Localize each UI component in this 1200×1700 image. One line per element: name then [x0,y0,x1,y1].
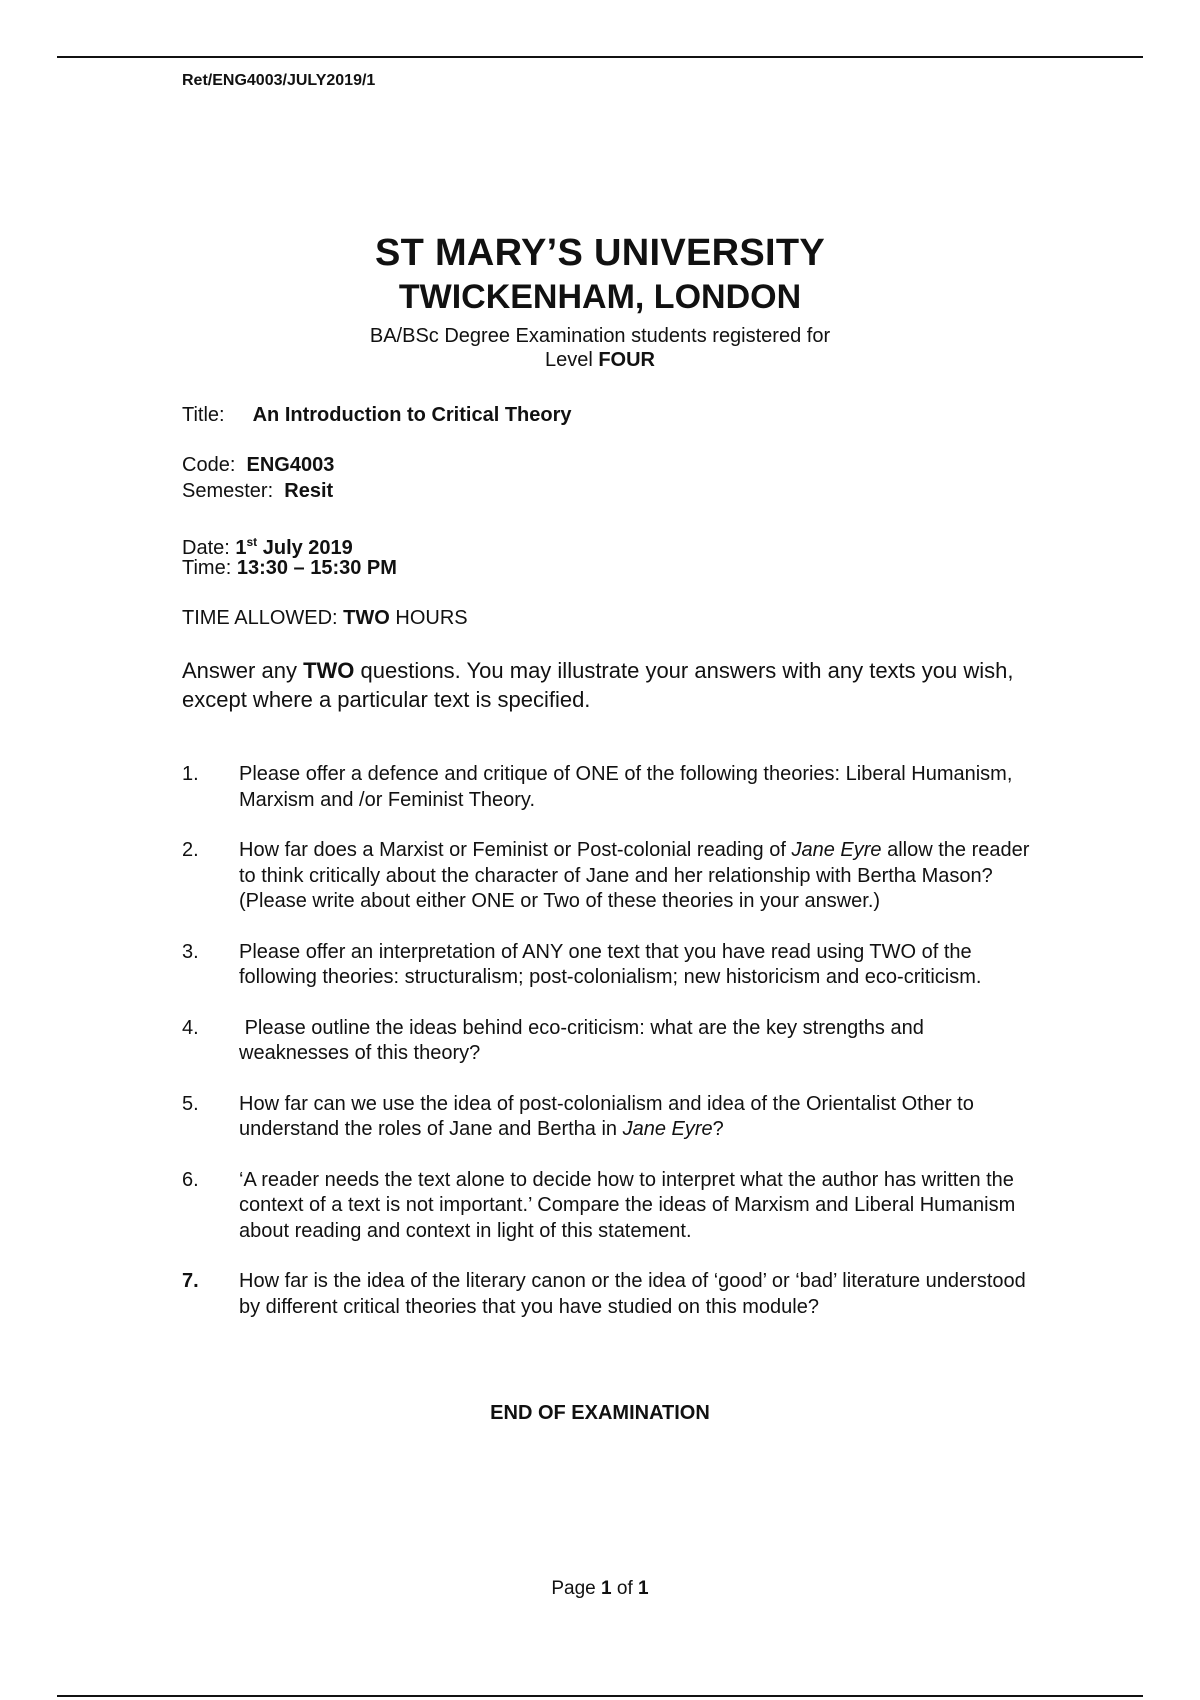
question-text: How far is the idea of the literary canon or the idea of ‘good’ or ‘bad’ literature understood by different critical theories that you have studied on this module? [239,1270,1026,1318]
question-number: 6. [182,1168,199,1191]
question-1 [182,762,1032,813]
semester-value: Resit [284,480,334,502]
end-of-examination: END OF EXAMINATION [490,1402,710,1424]
date-month-year: July 2019 [257,537,353,559]
question-2 [182,838,1032,915]
university-location: TWICKENHAM, LONDON [398,278,802,316]
question-6 [182,1168,1032,1245]
page-label: Page [551,1578,596,1599]
time-value: 13:30 – 15:30 PM [236,557,397,579]
question-text: ‘A reader needs the text alone to decide how to interpret what the author has written the context of a text is not important.’ Compare the ideas of Marxism and Liberal Humanism about reading and context in light of this statement. [239,1168,1016,1242]
page-footer [0,1578,1200,1600]
allowed-value: TWO [343,607,390,629]
title-label: Title: [182,404,225,426]
instructions-after: questions. You may illustrate your answers with any texts you wish, except where a particular text is specified. [182,658,1014,712]
question-text-before: How far does a Marxist or Feminist or Post-colonial reading of [239,839,792,861]
time-label: Time: [182,557,232,579]
book-title: Jane Eyre [791,839,882,861]
date-day: 1 [235,537,247,559]
reference-code: Ret/ENG4003/JULY2019/1 [182,72,376,89]
instructions-emphasis: TWO [303,658,355,683]
book-title: Jane Eyre [622,1118,713,1140]
question-text [239,1093,974,1141]
bottom-rule [57,1695,1143,1697]
level-label: Level [544,349,593,371]
question-7 [182,1269,1032,1320]
question-text: Please outline the ideas behind eco-criticism: what are the key strengths and weaknesses of this theory? [239,1016,930,1064]
page-current: 1 [601,1578,612,1599]
question-number: 7. [182,1270,199,1292]
degree-level-line [0,348,1200,372]
code-label: Code: [182,454,236,476]
question-5 [182,1092,1032,1143]
degree-line-1: BA/BSc Degree Examination students registered for [369,325,831,347]
exam-code [182,452,334,478]
question-text-before: How far can we use the idea of post-colonialism and idea of the Orientalist Other to understand the roles of Jane and Bertha in [239,1092,974,1140]
semester-label: Semester: [182,480,274,502]
date-suffix: st [246,535,258,549]
question-text [239,839,1029,912]
question-list [182,762,1032,1345]
page-of-label: of [616,1578,633,1599]
question-number: 5. [182,1092,199,1115]
time-allowed [182,605,468,631]
allowed-label: TIME ALLOWED: [182,607,338,629]
question-3 [182,940,1032,991]
allowed-unit: HOURS [395,607,468,629]
question-number: 3. [182,940,199,963]
question-number: 2. [182,839,199,861]
question-number: 1. [182,763,199,785]
exam-semester [182,478,333,504]
instructions-before: Answer any [182,658,304,683]
university-name: ST MARY’S UNIVERSITY [374,232,826,274]
exam-instructions [182,656,1042,714]
degree-description [0,324,1200,372]
question-number: 4. [182,1016,199,1039]
exam-title [182,402,572,428]
title-value: An Introduction to Critical Theory [252,404,572,426]
question-text-after: allow the reader to think critically about the character of Jane and her relationship with Bertha Mason? (Please write about either ONE or Two of these theories in your answer.) [239,839,1030,912]
code-value: ENG4003 [246,454,335,476]
question-4 [182,1016,1032,1067]
question-text-after: ? [712,1118,724,1140]
date-label: Date: [182,537,230,559]
page-total: 1 [638,1578,649,1599]
question-text: Please offer an interpretation of ANY one text that you have read using TWO of the following theories: structuralism; post-colonialism; new historicism and eco-criticism. [239,940,982,988]
question-text: Please offer a defence and critique of ONE of the following theories: Liberal Humanism, Marxism and /or Feminist Theory. [239,763,1013,811]
top-rule [57,56,1143,58]
exam-time [182,555,397,581]
level-value: FOUR [598,349,656,371]
